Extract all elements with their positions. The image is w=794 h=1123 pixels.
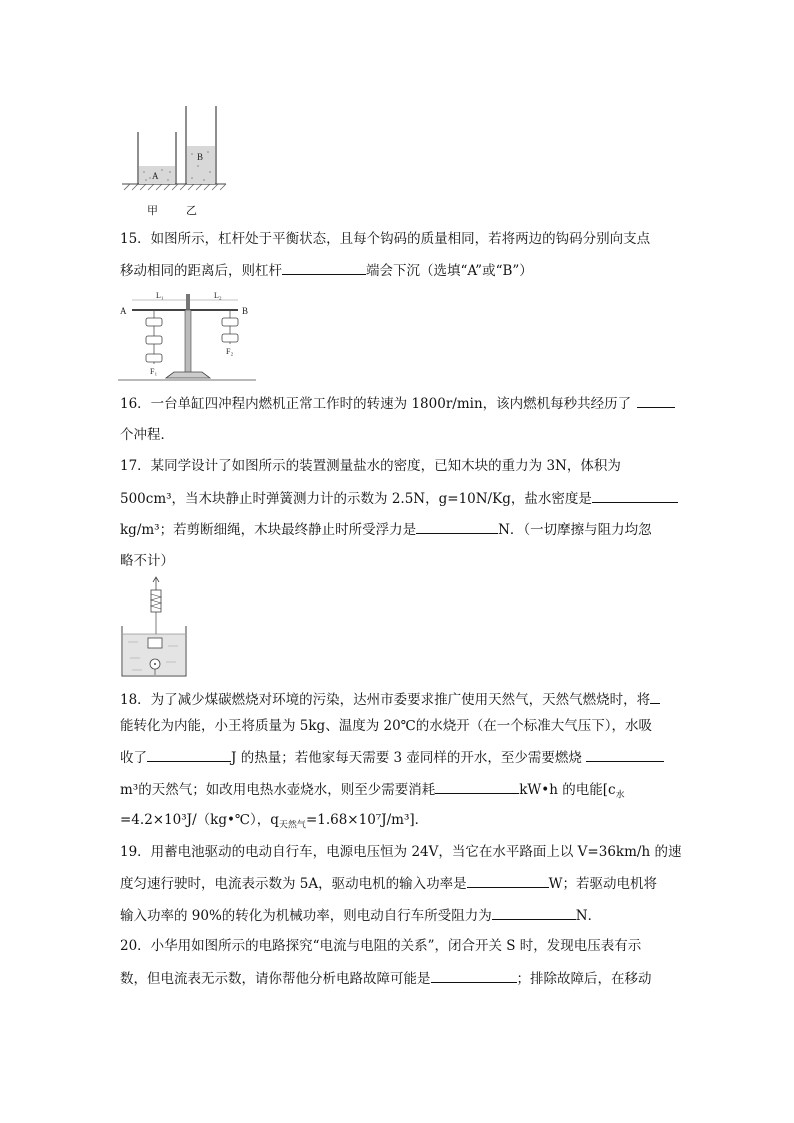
q18-text-g: =1.68×10⁷J/m³]． (305, 812, 429, 828)
q19-blank-power[interactable] (467, 873, 549, 888)
q18-line1 (120, 689, 660, 710)
fig-containers (118, 102, 230, 194)
fig14-caption-left: 甲 (147, 204, 158, 217)
container-b-label: B (197, 152, 204, 162)
q18-line4 (120, 779, 625, 806)
lever-label-l1: L₁ (156, 291, 164, 300)
q18-text-b: 收了 (120, 750, 147, 766)
container-a-label: A (152, 171, 159, 181)
q19-text-b: W；若驱动电机将 (548, 876, 658, 892)
q19-text-c: 输入功率的 90%的转化为机械功率，则电动自行车所受阻力为 (120, 908, 492, 924)
q20-text-a: 数，但电流表无示数，请你帮他分析电路故障可能是 (120, 971, 431, 987)
q19-line3 (120, 905, 601, 926)
q19-blank-resistance[interactable] (492, 905, 576, 920)
q18-line3 (120, 747, 664, 768)
q20-line2 (120, 968, 652, 989)
q15-text-b: 端会下沉（选填“A”或“B”） (366, 263, 533, 279)
q17-text-b: kg/m³；若剪断细绳，木块最终静止时所受浮力是 (120, 522, 417, 538)
lever-label-l2: L₂ (214, 291, 222, 300)
fig14-caption-right: 乙 (186, 204, 197, 217)
q16-text-a: 16．一台单缸四冲程内燃机正常工作时的转速为 1800r/min，该内燃机每秒共经历了 (120, 396, 632, 412)
q17-line4: 略不计） (120, 553, 174, 569)
q18-text-d: m³的天然气；如改用电热水壶烧水，则至少需要消耗 (120, 782, 436, 798)
q20-line1: 20．小华用如图所示的电路探究“电流与电阻的关系”，闭合开关 S 时，发现电压表有示 (120, 938, 642, 954)
q18-sub-gas: 天然气 (278, 820, 306, 831)
q18-text-c: J 的热量；若他家每天需要 3 壶同样的开水，至少需要燃烧 (231, 750, 582, 766)
q18-blank-heat[interactable] (147, 747, 231, 762)
q17-blank-density[interactable] (592, 488, 678, 503)
q18-line2: 能转化为内能，小王将质量为 5kg、温度为 20℃的水烧开（在一个标准大气压下），水吸 (120, 718, 653, 734)
q15-text-a: 移动相同的距离后，则杠杆 (120, 263, 282, 279)
q19-line2 (120, 873, 657, 894)
q18-blank-kwh[interactable] (435, 779, 519, 794)
q17-blank-buoyancy[interactable] (416, 519, 498, 534)
q16-line2: 个冲程． (120, 427, 174, 443)
lever-label-a: A (120, 306, 127, 316)
q18-blank-gas[interactable] (586, 747, 664, 762)
lever-label-b: B (242, 306, 249, 316)
q17-line1: 17．某同学设计了如图所示的装置测量盐水的密度，已知木块的重力为 3N，体积为 (120, 458, 621, 474)
q16-line1 (120, 393, 675, 414)
q18-line5 (120, 810, 428, 836)
q18-text-a: 18．为了减少煤碳燃烧对环境的污染，达州市委要求推广使用天然气，天然气燃烧时，将 (120, 692, 651, 708)
q15-line2 (120, 260, 533, 281)
q16-blank[interactable] (637, 393, 675, 408)
fig-lever (118, 290, 258, 384)
q17-line3 (120, 519, 652, 540)
q18-text-e: kW•h 的电能[c (519, 782, 616, 798)
q20-blank-fault[interactable] (431, 968, 517, 983)
q19-text-d: N． (575, 908, 602, 924)
q15-blank[interactable] (282, 260, 366, 275)
q18-sub-water: 水 (615, 790, 625, 801)
q19-text-a: 度匀速行驶时，电流表示数为 5A，驱动电机的输入功率是 (120, 876, 467, 892)
q17-text-c: N．（一切摩擦与阻力均忽 (498, 522, 652, 538)
q15-line1: 15．如图所示，杠杆处于平衡状态，且每个钩码的质量相同，若将两边的钩码分别向支点 (120, 231, 651, 247)
q17-line2 (120, 488, 678, 509)
lever-label-f1: F₁ (150, 367, 158, 376)
q18-blank-energy[interactable] (650, 689, 660, 704)
q20-text-b: ；排除故障后，在移动 (516, 971, 652, 987)
q19-line1: 19．用蓄电池驱动的电动自行车，电源电压恒为 24V，当它在水平路面上以 V=36km/h 的速 (120, 844, 682, 860)
lever-label-f2: F₂ (226, 347, 234, 356)
fig-spring-scale (118, 576, 190, 680)
q17-text-a: 500cm³，当木块静止时弹簧测力计的示数为 2.5N，g=10N/Kg，盐水密度是 (120, 491, 592, 507)
q18-text-f: =4.2×10³J/（kg•℃），q (120, 812, 279, 828)
